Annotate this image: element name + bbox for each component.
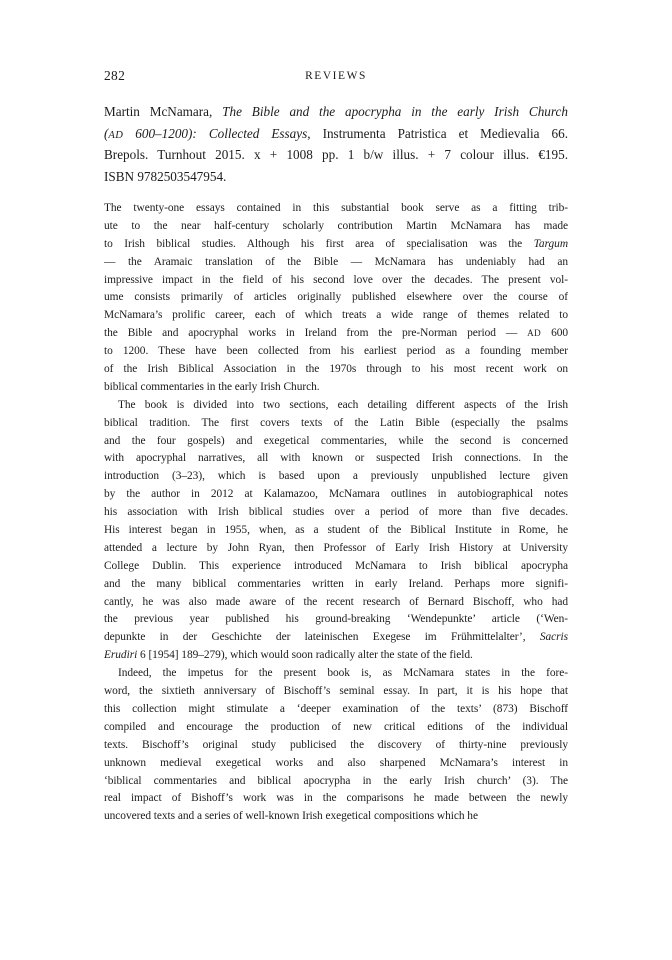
text-line [104, 450, 568, 468]
text-segment-i: Targum [533, 237, 568, 250]
text-segment: the Bible and apocryphal works in Ireland from the pre-Norman period — [104, 327, 528, 340]
text-segment: and the four gospels) and exegetical commentaries, while the second is concerned [104, 434, 568, 447]
text-segment: impressive impact in the field of his second love over the decades. The present vol- [104, 273, 568, 286]
text-segment: unknown medieval exegetical works and also sharpened McNamara’s interest in [104, 756, 568, 769]
text-segment: Indeed, the impetus for the present book is, as McNamara states in the fore- [118, 667, 568, 680]
text-line [104, 701, 568, 719]
text-line [104, 361, 568, 379]
text-line [104, 773, 568, 791]
text-line [104, 719, 568, 737]
text-line [104, 379, 568, 397]
body-text [104, 200, 568, 826]
text-segment-i: 600–1200): Collected Essays [123, 125, 308, 141]
text-segment: College Dublin. This experience introduced McNamara to Irish biblical apocrypha [104, 559, 568, 572]
text-line [104, 611, 568, 629]
paragraph [104, 665, 568, 826]
text-line [104, 486, 568, 504]
text-line [104, 272, 568, 290]
text-line [104, 755, 568, 773]
text-segment: uncovered texts and a series of well-known Irish exegetical compositions which he [104, 810, 478, 823]
text-segment-sc: AD [527, 328, 542, 339]
text-line [104, 236, 568, 254]
citation-line [104, 166, 568, 188]
text-segment: biblical commentaries in the early Irish Church. [104, 380, 320, 393]
text-line [104, 665, 568, 683]
text-line [104, 594, 568, 612]
text-segment: depunkte in der Geschichte der lateinischen Exegese im Frühmittelalter’, [104, 631, 540, 644]
text-segment: ISBN 9782503547954. [104, 169, 227, 185]
text-line [104, 790, 568, 808]
text-segment: His interest began in 1955, when, as a student of the Biblical Institute in Rome, he [104, 524, 568, 537]
text-segment: ‘biblical commentaries and biblical apocrypha in the early Irish church’ (3). The [104, 774, 568, 787]
text-line [104, 200, 568, 218]
text-line [104, 307, 568, 325]
text-segment: — the Aramaic translation of the Bible — McNamara has undeniably had an [104, 255, 568, 268]
text-segment: biblical tradition. The first covers texts of the Latin Bible (especially the psalms [104, 416, 568, 429]
text-segment: The twenty-one essays contained in this substantial book serve as a fitting trib- [104, 202, 568, 214]
citation-line [104, 101, 568, 123]
text-line [104, 683, 568, 701]
text-segment: The book is divided into two sections, each detailing different aspects of the Irish [118, 398, 568, 411]
text-segment: , Instrumenta Patristica et Medievalia 66. [307, 125, 568, 141]
text-segment-i: Erudiri [104, 649, 138, 662]
text-line [104, 325, 568, 343]
page-number: 282 [104, 68, 126, 83]
text-segment-i: The Bible and the apocrypha in the early Irish Church [222, 104, 568, 119]
text-segment: cantly, he was also made aware of the recent research of Bernard Bischoff, who had [104, 595, 568, 608]
text-line [104, 504, 568, 522]
text-segment: of the Irish Biblical Association in the 1970s through to his most recent work on [104, 363, 568, 376]
text-segment: ute to the near half-century scholarly contribution Martin McNamara has made [104, 219, 568, 232]
text-line [104, 343, 568, 361]
citation [104, 101, 568, 188]
text-segment: 6 [1954] 189–279), which would soon radically alter the state of the field. [137, 649, 473, 662]
text-line [104, 629, 568, 647]
text-segment: his association with Irish biblical studies over a period of more than five decades. [104, 506, 568, 519]
text-segment: real impact of Bishoff’s work was in the comparisons he made between the newly [104, 792, 568, 805]
text-segment-i: Sacris [539, 631, 568, 644]
text-line [104, 415, 568, 433]
text-line [104, 576, 568, 594]
text-line [104, 397, 568, 415]
text-segment: Martin McNamara, [104, 104, 223, 119]
text-segment: to Irish biblical studies. Although his first area of specialisation was the [104, 237, 534, 250]
paragraph [104, 200, 568, 397]
citation-line [104, 144, 568, 166]
text-line [104, 254, 568, 272]
text-line [104, 540, 568, 558]
paragraph [104, 397, 568, 665]
text-line [104, 522, 568, 540]
text-segment: attended a lecture by John Ryan, then Professor of Early Irish History at University [104, 541, 568, 554]
text-segment: McNamara’s prolific career, each of which treats a wide range of themes related to [104, 309, 568, 322]
text-segment: with apocryphal narratives, all with known or suspected Irish connections. In the [104, 452, 568, 465]
text-segment: texts. Bischoff’s original study publicised the discovery of thirty-nine previously [104, 738, 568, 751]
text-segment: introduction (3–23), which is based upon a previously unpublished lecture given [104, 470, 568, 483]
text-segment: and the many biblical commentaries written in early Ireland. Perhaps more signifi- [104, 577, 568, 590]
text-line [104, 289, 568, 307]
page-header [104, 68, 568, 86]
text-line [104, 468, 568, 486]
text-line [104, 218, 568, 236]
running-head: REVIEWS [305, 70, 367, 82]
text-segment: by the author in 2012 at Kalamazoo, McNamara outlines in autobiographical notes [104, 488, 568, 501]
text-line [104, 647, 568, 665]
text-segment: to 1200. These have been collected from his earliest period as a founding member [104, 345, 568, 358]
citation-line [104, 123, 568, 145]
text-line [104, 433, 568, 451]
text-segment: compiled and encourage the production of new critical editions of the individual [104, 720, 568, 733]
text-segment: Brepols. Turnhout 2015. x + 1008 pp. 1 b/w illus. + 7 colour illus. €195. [104, 147, 568, 163]
text-line [104, 808, 568, 826]
text-segment-isc: AD [108, 129, 124, 141]
text-segment: this collection might stimulate a ‘deeper examination of the texts’ (873) Bischoff [104, 702, 568, 715]
text-line [104, 737, 568, 755]
text-segment: word, the sixtieth anniversary of Bischoff’s seminal essay. In part, it is his hope that [104, 685, 568, 698]
text-segment: ume consists primarily of articles originally published elsewhere over the course of [104, 291, 568, 304]
text-line [104, 558, 568, 576]
text-segment: the previous year published his ground-breaking ‘Wendepunkte’ article (‘Wen- [104, 613, 568, 626]
text-segment: 600 [541, 327, 568, 340]
text-segment-i: ( [104, 125, 109, 141]
